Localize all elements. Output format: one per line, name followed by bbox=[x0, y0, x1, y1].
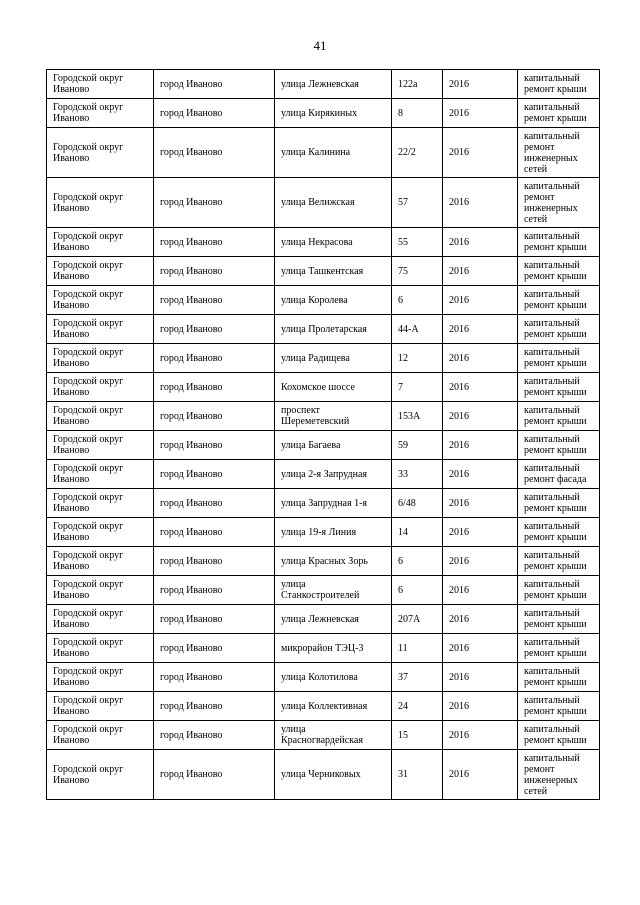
year-cell: 2016 bbox=[443, 431, 518, 460]
street-cell: улица Королева bbox=[275, 286, 392, 315]
district-cell: Городской округ Иваново bbox=[47, 99, 154, 128]
city-cell: город Иваново bbox=[154, 128, 275, 178]
year-cell: 2016 bbox=[443, 99, 518, 128]
house-number-cell: 31 bbox=[392, 750, 443, 800]
street-cell: улица Станкостроителей bbox=[275, 576, 392, 605]
city-cell: город Иваново bbox=[154, 518, 275, 547]
house-number-cell: 75 bbox=[392, 257, 443, 286]
district-cell: Городской округ Иваново bbox=[47, 128, 154, 178]
street-cell: улица Ташкентская bbox=[275, 257, 392, 286]
city-cell: город Иваново bbox=[154, 402, 275, 431]
table-row bbox=[47, 228, 600, 257]
table-row bbox=[47, 663, 600, 692]
district-cell: Городской округ Иваново bbox=[47, 315, 154, 344]
district-cell: Городской округ Иваново bbox=[47, 431, 154, 460]
house-number-cell: 57 bbox=[392, 178, 443, 228]
table-row bbox=[47, 750, 600, 800]
table-row bbox=[47, 402, 600, 431]
year-cell: 2016 bbox=[443, 547, 518, 576]
work-type-cell: капитальный ремонт крыши bbox=[518, 518, 600, 547]
city-cell: город Иваново bbox=[154, 460, 275, 489]
work-type-cell: капитальный ремонт крыши bbox=[518, 99, 600, 128]
table-row bbox=[47, 257, 600, 286]
district-cell: Городской округ Иваново bbox=[47, 721, 154, 750]
city-cell: город Иваново bbox=[154, 692, 275, 721]
work-type-cell: капитальный ремонт крыши bbox=[518, 576, 600, 605]
house-number-cell: 44-А bbox=[392, 315, 443, 344]
house-number-cell: 122а bbox=[392, 70, 443, 99]
street-cell: проспект Шереметевский bbox=[275, 402, 392, 431]
house-number-cell: 7 bbox=[392, 373, 443, 402]
district-cell: Городской округ Иваново bbox=[47, 518, 154, 547]
table-row bbox=[47, 315, 600, 344]
district-cell: Городской округ Иваново bbox=[47, 692, 154, 721]
table-row bbox=[47, 721, 600, 750]
year-cell: 2016 bbox=[443, 70, 518, 99]
city-cell: город Иваново bbox=[154, 663, 275, 692]
table-row bbox=[47, 634, 600, 663]
district-cell: Городской округ Иваново bbox=[47, 178, 154, 228]
city-cell: город Иваново bbox=[154, 178, 275, 228]
house-number-cell: 59 bbox=[392, 431, 443, 460]
house-number-cell: 6 bbox=[392, 547, 443, 576]
city-cell: город Иваново bbox=[154, 373, 275, 402]
house-number-cell: 37 bbox=[392, 663, 443, 692]
house-number-cell: 12 bbox=[392, 344, 443, 373]
city-cell: город Иваново bbox=[154, 431, 275, 460]
district-cell: Городской округ Иваново bbox=[47, 70, 154, 99]
year-cell: 2016 bbox=[443, 228, 518, 257]
street-cell: улица Колотилова bbox=[275, 663, 392, 692]
work-type-cell: капитальный ремонт крыши bbox=[518, 257, 600, 286]
district-cell: Городской округ Иваново bbox=[47, 344, 154, 373]
work-type-cell: капитальный ремонт инженерных сетей bbox=[518, 750, 600, 800]
table-row bbox=[47, 178, 600, 228]
work-type-cell: капитальный ремонт инженерных сетей bbox=[518, 128, 600, 178]
district-cell: Городской округ Иваново bbox=[47, 576, 154, 605]
city-cell: город Иваново bbox=[154, 721, 275, 750]
work-type-cell: капитальный ремонт крыши bbox=[518, 70, 600, 99]
year-cell: 2016 bbox=[443, 460, 518, 489]
city-cell: город Иваново bbox=[154, 634, 275, 663]
city-cell: город Иваново bbox=[154, 70, 275, 99]
table-row bbox=[47, 692, 600, 721]
house-number-cell: 6 bbox=[392, 576, 443, 605]
house-number-cell: 8 bbox=[392, 99, 443, 128]
house-number-cell: 33 bbox=[392, 460, 443, 489]
street-cell: улица Коллективная bbox=[275, 692, 392, 721]
district-cell: Городской округ Иваново bbox=[47, 489, 154, 518]
table-row bbox=[47, 128, 600, 178]
table-body bbox=[47, 70, 600, 800]
repair-schedule-table bbox=[46, 69, 600, 800]
city-cell: город Иваново bbox=[154, 228, 275, 257]
street-cell: улица Кирякиных bbox=[275, 99, 392, 128]
street-cell: микрорайон ТЭЦ-3 bbox=[275, 634, 392, 663]
table-row bbox=[47, 460, 600, 489]
table-row bbox=[47, 576, 600, 605]
house-number-cell: 6/48 bbox=[392, 489, 443, 518]
page-number: 41 bbox=[313, 38, 327, 53]
table-row bbox=[47, 344, 600, 373]
street-cell: Кохомское шоссе bbox=[275, 373, 392, 402]
house-number-cell: 6 bbox=[392, 286, 443, 315]
street-cell: улица Черниковых bbox=[275, 750, 392, 800]
city-cell: город Иваново bbox=[154, 315, 275, 344]
table-row bbox=[47, 70, 600, 99]
street-cell: улица Лежневская bbox=[275, 70, 392, 99]
year-cell: 2016 bbox=[443, 373, 518, 402]
year-cell: 2016 bbox=[443, 576, 518, 605]
house-number-cell: 24 bbox=[392, 692, 443, 721]
city-cell: город Иваново bbox=[154, 750, 275, 800]
house-number-cell: 14 bbox=[392, 518, 443, 547]
work-type-cell: капитальный ремонт крыши bbox=[518, 373, 600, 402]
house-number-cell: 11 bbox=[392, 634, 443, 663]
table-row bbox=[47, 518, 600, 547]
district-cell: Городской округ Иваново bbox=[47, 663, 154, 692]
street-cell: улица Лежневская bbox=[275, 605, 392, 634]
work-type-cell: капитальный ремонт крыши bbox=[518, 315, 600, 344]
street-cell: улица Красных Зорь bbox=[275, 547, 392, 576]
work-type-cell: капитальный ремонт крыши bbox=[518, 228, 600, 257]
work-type-cell: капитальный ремонт крыши bbox=[518, 663, 600, 692]
table-row bbox=[47, 489, 600, 518]
table-row bbox=[47, 373, 600, 402]
year-cell: 2016 bbox=[443, 518, 518, 547]
city-cell: город Иваново bbox=[154, 344, 275, 373]
house-number-cell: 55 bbox=[392, 228, 443, 257]
house-number-cell: 153А bbox=[392, 402, 443, 431]
district-cell: Городской округ Иваново bbox=[47, 634, 154, 663]
street-cell: улица Некрасова bbox=[275, 228, 392, 257]
work-type-cell: капитальный ремонт фасада bbox=[518, 460, 600, 489]
street-cell: улица Багаева bbox=[275, 431, 392, 460]
work-type-cell: капитальный ремонт инженерных сетей bbox=[518, 178, 600, 228]
work-type-cell: капитальный ремонт крыши bbox=[518, 605, 600, 634]
city-cell: город Иваново bbox=[154, 286, 275, 315]
work-type-cell: капитальный ремонт крыши bbox=[518, 431, 600, 460]
street-cell: улица 2-я Запрудная bbox=[275, 460, 392, 489]
district-cell: Городской округ Иваново bbox=[47, 460, 154, 489]
table-row bbox=[47, 286, 600, 315]
work-type-cell: капитальный ремонт крыши bbox=[518, 286, 600, 315]
work-type-cell: капитальный ремонт крыши bbox=[518, 344, 600, 373]
city-cell: город Иваново bbox=[154, 547, 275, 576]
house-number-cell: 22/2 bbox=[392, 128, 443, 178]
table-row bbox=[47, 99, 600, 128]
district-cell: Городской округ Иваново bbox=[47, 228, 154, 257]
district-cell: Городской округ Иваново bbox=[47, 257, 154, 286]
year-cell: 2016 bbox=[443, 721, 518, 750]
street-cell: улица 19-я Линия bbox=[275, 518, 392, 547]
street-cell: улица Радищева bbox=[275, 344, 392, 373]
district-cell: Городской округ Иваново bbox=[47, 402, 154, 431]
street-cell: улица Велижская bbox=[275, 178, 392, 228]
district-cell: Городской округ Иваново bbox=[47, 605, 154, 634]
work-type-cell: капитальный ремонт крыши bbox=[518, 634, 600, 663]
city-cell: город Иваново bbox=[154, 605, 275, 634]
year-cell: 2016 bbox=[443, 605, 518, 634]
year-cell: 2016 bbox=[443, 128, 518, 178]
table-row bbox=[47, 431, 600, 460]
street-cell: улица Красногвардейская bbox=[275, 721, 392, 750]
year-cell: 2016 bbox=[443, 402, 518, 431]
city-cell: город Иваново bbox=[154, 489, 275, 518]
year-cell: 2016 bbox=[443, 257, 518, 286]
year-cell: 2016 bbox=[443, 634, 518, 663]
city-cell: город Иваново bbox=[154, 576, 275, 605]
street-cell: улица Пролетарская bbox=[275, 315, 392, 344]
district-cell: Городской округ Иваново bbox=[47, 750, 154, 800]
table-row bbox=[47, 547, 600, 576]
house-number-cell: 15 bbox=[392, 721, 443, 750]
year-cell: 2016 bbox=[443, 692, 518, 721]
district-cell: Городской округ Иваново bbox=[47, 286, 154, 315]
work-type-cell: капитальный ремонт крыши bbox=[518, 489, 600, 518]
year-cell: 2016 bbox=[443, 344, 518, 373]
district-cell: Городской округ Иваново bbox=[47, 373, 154, 402]
street-cell: улица Калинина bbox=[275, 128, 392, 178]
city-cell: город Иваново bbox=[154, 257, 275, 286]
year-cell: 2016 bbox=[443, 750, 518, 800]
work-type-cell: капитальный ремонт крыши bbox=[518, 402, 600, 431]
work-type-cell: капитальный ремонт крыши bbox=[518, 692, 600, 721]
work-type-cell: капитальный ремонт крыши bbox=[518, 547, 600, 576]
city-cell: город Иваново bbox=[154, 99, 275, 128]
district-cell: Городской округ Иваново bbox=[47, 547, 154, 576]
work-type-cell: капитальный ремонт крыши bbox=[518, 721, 600, 750]
year-cell: 2016 bbox=[443, 315, 518, 344]
year-cell: 2016 bbox=[443, 663, 518, 692]
table-row bbox=[47, 605, 600, 634]
year-cell: 2016 bbox=[443, 178, 518, 228]
year-cell: 2016 bbox=[443, 489, 518, 518]
year-cell: 2016 bbox=[443, 286, 518, 315]
street-cell: улица Запрудная 1-я bbox=[275, 489, 392, 518]
house-number-cell: 207А bbox=[392, 605, 443, 634]
